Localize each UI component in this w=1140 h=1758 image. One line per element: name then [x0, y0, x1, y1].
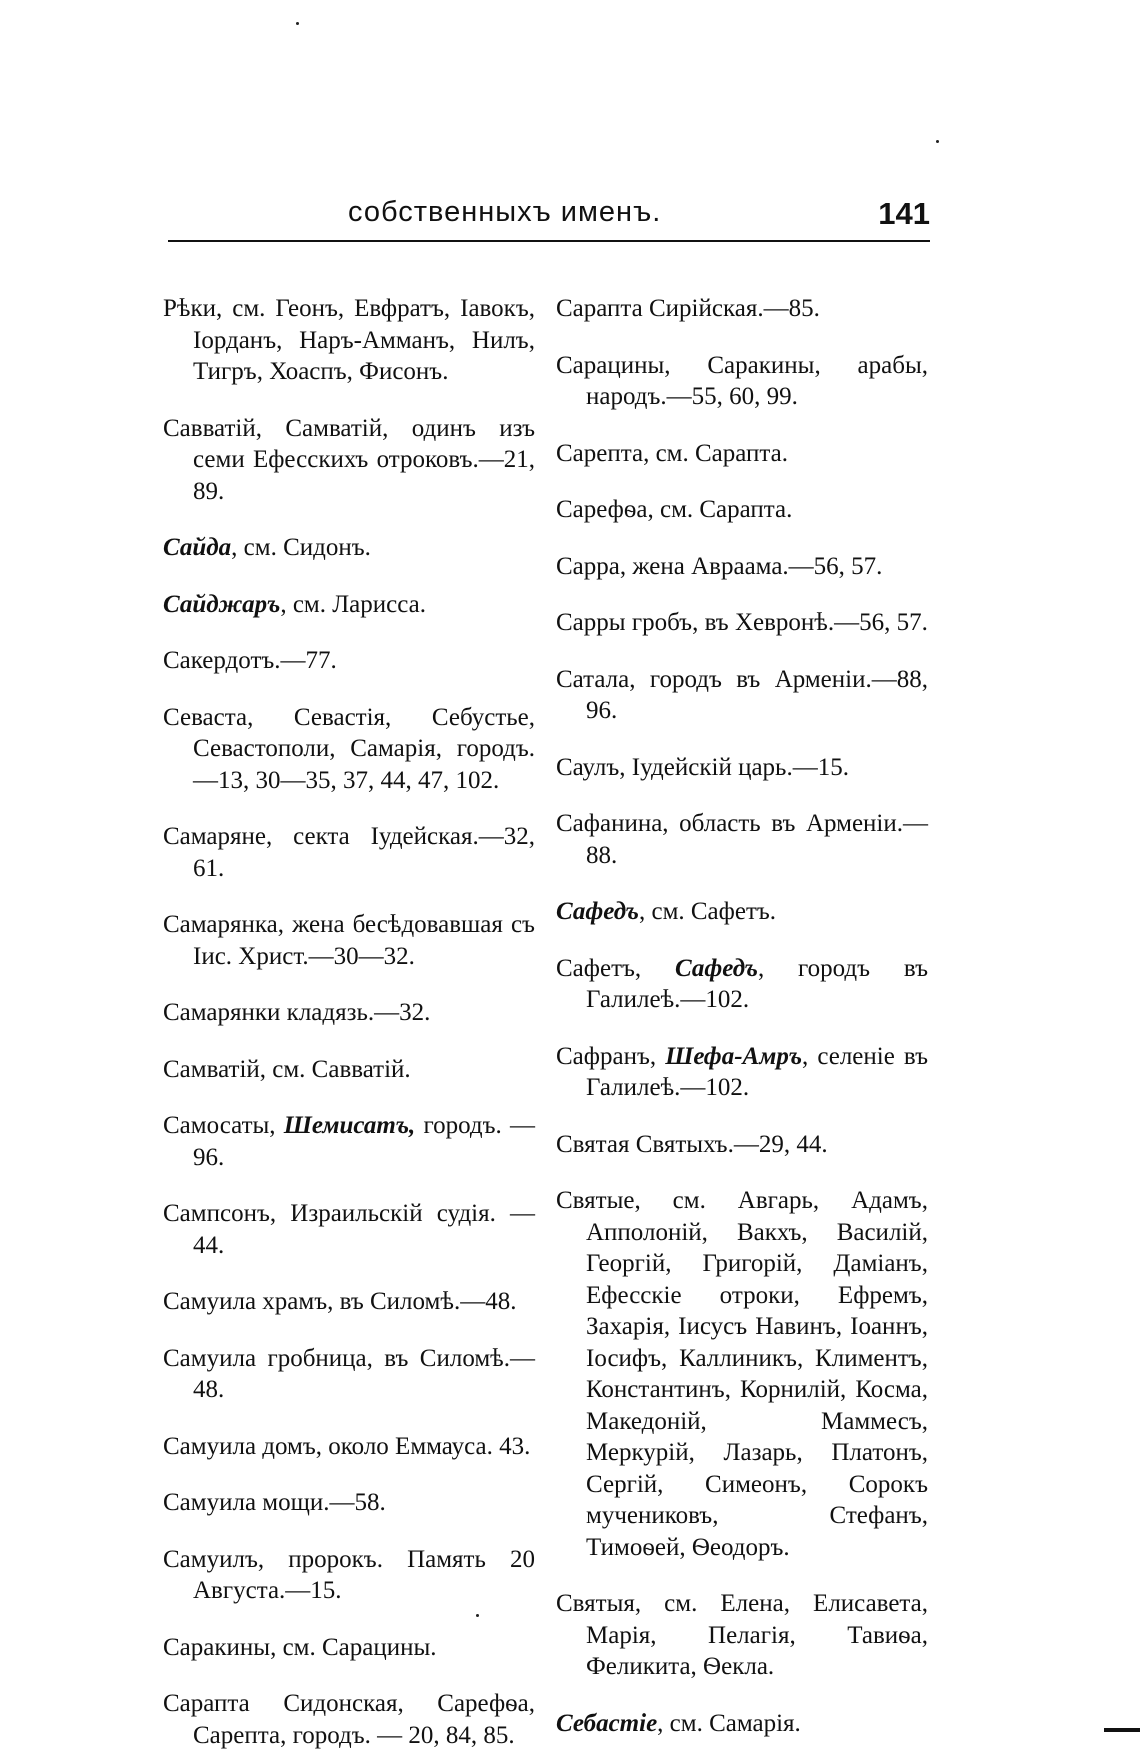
index-entry: [163, 1286, 535, 1318]
entry-text: Сарапта Сидонская, Сарефѳа, Сарепта, городъ. — 20, 84, 85.: [163, 1690, 535, 1749]
entry-text: Сарацины, Саракины, арабы, народъ.—55, 60, 99.: [556, 351, 928, 410]
entry-text: Савватій, Самватій, одинъ изъ семи Ефесскихъ отроковъ.—21, 89.: [163, 414, 535, 505]
entry-text: Самуилъ, пророкъ. Память 20 Августа.—15.: [163, 1545, 535, 1604]
entry-text: Самуила мощи.—58.: [163, 1489, 386, 1516]
index-entry: [556, 293, 928, 325]
entry-text: , селеніе въ Галилеѣ.—102.: [586, 1042, 928, 1101]
index-entry: [556, 664, 928, 727]
index-entry: [556, 350, 928, 413]
entry-variant-name: Шемисатъ,: [283, 1112, 416, 1139]
index-entry: [556, 1041, 928, 1104]
entry-text: , городъ въ Галилеѣ.—102.: [586, 954, 928, 1013]
entry-text: Самуила домъ, около Еммауса. 43.: [163, 1432, 531, 1460]
entry-text: Самватій, см. Савватій.: [163, 1055, 411, 1083]
entry-variant-name: Шефа-Амръ: [665, 1042, 803, 1070]
entry-text: Севаста, Севастія, Себустье, Севастополи, Самарія, городъ.—13, 30—35, 37, 44, 47, 102.: [163, 703, 535, 794]
entry-text: , см. Самарія.: [657, 1709, 801, 1737]
index-entry: [163, 997, 535, 1029]
entry-text: , см. Сидонъ.: [231, 534, 371, 561]
index-entry: [163, 702, 535, 797]
entry-text: Сампсонъ, Израильскій судія. — 44.: [163, 1200, 535, 1259]
page-number: 141: [878, 196, 930, 231]
index-entry: [163, 1110, 535, 1173]
index-entry: [163, 1688, 535, 1751]
index-entry: [163, 821, 535, 884]
index-entry: [556, 494, 928, 526]
entry-text: Самосаты,: [163, 1112, 284, 1139]
entry-text: , см. Ларисса.: [280, 590, 427, 618]
entry-variant-name: Сайджаръ: [163, 590, 281, 618]
entry-text: Сакердотъ.—77.: [163, 647, 337, 674]
index-entry: [163, 589, 535, 621]
index-entry: [556, 1129, 928, 1161]
print-speck: [936, 140, 939, 143]
index-entry: [556, 438, 928, 470]
index-entry: [163, 1054, 535, 1086]
entry-text: Сатала, городъ въ Арменіи.—88, 96.: [556, 665, 928, 724]
entry-text: Сарефѳа, см. Сарапта.: [556, 496, 793, 523]
index-entry: [163, 909, 535, 972]
print-speck: [296, 22, 299, 25]
page-edge-mark: [1104, 1728, 1140, 1732]
index-column-left: [163, 268, 535, 1758]
print-speck: [476, 1614, 479, 1617]
entry-text: Саракины, см. Сарацины.: [163, 1633, 437, 1661]
entry-text: Самарянки кладязь.—32.: [163, 999, 431, 1026]
entry-text: Самуила храмъ, въ Силомѣ.—48.: [163, 1288, 517, 1315]
entry-text: Сарра, жена Авраама.—56, 57.: [556, 552, 883, 580]
index-entry: [163, 1431, 535, 1463]
page-header: [168, 196, 930, 242]
entry-text: Святые, см. Авгарь, Адамъ, Апполоній, Вакхъ, Василій, Георгій, Григорій, Даміанъ, Ефесскіе отроки, Ефремъ, Захарія, Іисусъ Навинъ, Іоаннъ, Іосифъ, Каллиникъ, Климентъ, Константинъ, Корнилій, Косма, Македоній, Маммесъ, Меркурій, Лазарь, Платонъ, Сергій, Симеонъ, Сорокъ мучениковъ, Стефанъ, Тимоѳей, Ѳеодоръ.: [556, 1187, 928, 1561]
index-entry: [556, 752, 928, 784]
index-entry: [163, 1487, 535, 1519]
index-column-right: [556, 268, 928, 1746]
entry-text: Сарапта Сирійская.—85.: [556, 295, 820, 322]
entry-text: Самаряне, секта Іудейская.—32, 61.: [163, 823, 535, 882]
index-entry: [163, 413, 535, 508]
entry-text: Святая Святыхъ.—29, 44.: [556, 1130, 828, 1158]
entry-variant-name: Сайда: [163, 534, 232, 561]
index-entry: [556, 551, 928, 583]
index-entry: [163, 1632, 535, 1664]
index-entry: [163, 645, 535, 677]
index-entry: [556, 607, 928, 639]
entry-text: Сафетъ,: [556, 954, 675, 982]
entry-text: Святыя, см. Елена, Елисавета, Марія, Пелагія, Тавиѳа, Феликита, Ѳекла.: [556, 1590, 928, 1680]
entry-text: Сафанина, область въ Арменіи.—88.: [556, 810, 928, 869]
index-entry: [556, 953, 928, 1016]
index-entry: [556, 1185, 928, 1563]
entry-variant-name: Себастіе: [556, 1709, 658, 1737]
index-entry: [556, 1708, 928, 1740]
entry-text: Сарепта, см. Сарапта.: [556, 439, 788, 467]
running-head: собственныхъ именъ.: [348, 196, 662, 228]
index-entry: [163, 1198, 535, 1261]
index-entry: [163, 1544, 535, 1607]
index-entry: [163, 532, 535, 564]
entry-text: городъ. — 96.: [193, 1112, 535, 1171]
entry-text: , см. Сафетъ.: [638, 898, 777, 925]
entry-variant-name: Сафедъ: [556, 898, 639, 925]
index-entry: [556, 896, 928, 928]
entry-variant-name: Сафедъ: [674, 954, 758, 982]
entry-text: Саулъ, Іудейскій царь.—15.: [556, 753, 849, 781]
entry-text: Самарянка, жена бесѣдовавшая съ Іис. Христ.—30—32.: [163, 911, 535, 970]
entry-text: Сарры гробъ, въ Хевронѣ.—56, 57.: [556, 609, 928, 636]
index-entry: [163, 1343, 535, 1406]
entry-text: Рѣки, см. Геонъ, Евфратъ, Іавокъ, Іорданъ, Наръ-Амманъ, Нилъ, Тигръ, Хоаспъ, Фисонъ.: [163, 295, 535, 385]
index-entry: [163, 293, 535, 388]
entry-text: Сафранъ,: [556, 1042, 666, 1070]
index-entry: [556, 1588, 928, 1683]
index-entry: [556, 808, 928, 871]
entry-text: Самуила гробница, въ Силомѣ.—48.: [163, 1344, 535, 1403]
